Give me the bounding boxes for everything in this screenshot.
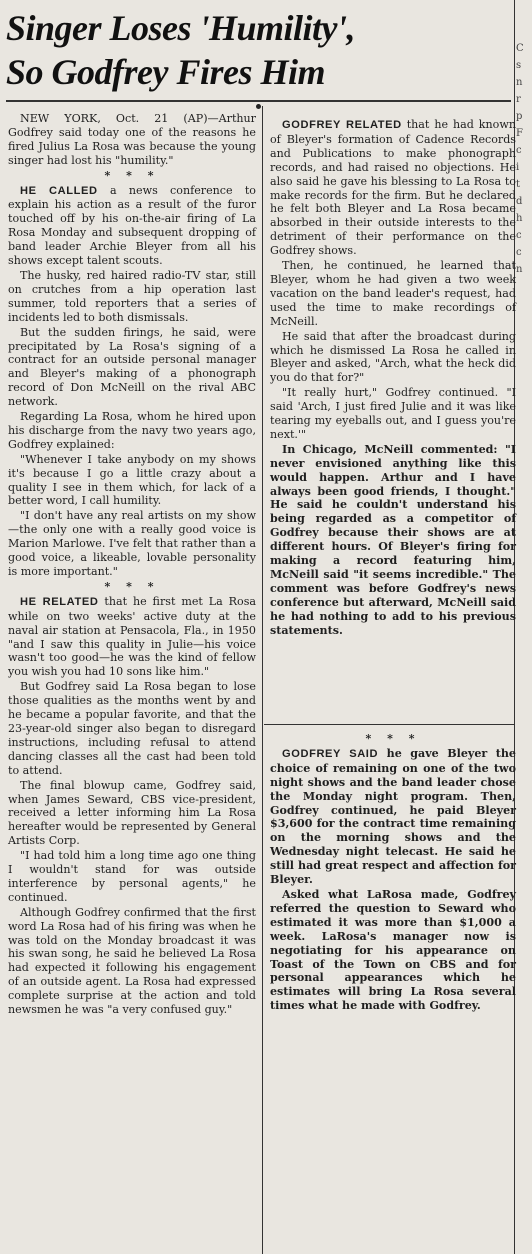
edge-letter: F [516, 128, 523, 139]
lead-in: GODFREY SAID [282, 747, 379, 760]
section-break: * * * [104, 168, 160, 182]
article-column-right-bottom [270, 731, 516, 1014]
paragraph: But the sudden firings, he said, were precipitated by La Rosa's signing of a contract for an outside personal manager and Bleyer's making of a phonograph record of Don McNeill on the rival ABC network. [8, 325, 256, 409]
edge-letter: i [516, 162, 520, 173]
paragraph: GODFREY SAID he gave Bleyer the choice of remaining on one of the two night shows and the band leader chose the Monday night program. Then, Godfrey continued, he paid Bleyer $3,600 for the contract time remaining on the morning shows and the Wednesday night telecast. He said he still had great respect and affection for Bleyer. [270, 746, 516, 887]
paragraph: Although Godfrey confirmed that the first word La Rosa had of his firing was when he was told on the Monday broadcast it was his swan song, he said he believed La Rosa had expected it following his engagement of an outside agent. La Rosa had expressed complete surprise at the action and told newsmen he was "a very confused guy." [8, 905, 256, 1017]
article-column-left [8, 112, 256, 1018]
paragraph: The final blowup came, Godfrey said, when James Seward, CBS vice-president, received a letter informing him La Rosa hereafter would be represented by General Artists Corp. [8, 778, 256, 848]
edge-letter: c [516, 247, 522, 258]
section-rule [264, 724, 514, 725]
edge-letter: r [516, 94, 521, 105]
ink-dot [256, 104, 261, 109]
edge-letter: n [516, 264, 523, 275]
paragraph: But Godfrey said La Rosa began to lose those qualities as the months went by and he became a popular favorite, and that the 23-year-old singer also began to disregard instructions, including refusal to attend dancing classes all the cast had been told to attend. [8, 680, 256, 777]
edge-letter: p [516, 111, 523, 122]
edge-letter: s [516, 60, 522, 71]
paragraph: Asked what LaRosa made, Godfrey referred the question to Seward who estimated it was more than $1,000 a week. LaRosa's manager now is negotiating for his appearance on Toast of the Town on CBS and for personal appearances which he estimates will bring La Rosa several times what he made with Godfrey. [270, 887, 516, 1013]
paragraph: NEW YORK, Oct. 21 (AP)—Arthur Godfrey said today one of the reasons he fired Julius La Rosa was because the young singer had lost his "humility." [8, 112, 256, 167]
lead-in: GODFREY RELATED [282, 119, 402, 131]
lead-in: HE CALLED [20, 184, 98, 197]
paragraph: In Chicago, McNeill commented: "I never envisioned anything like this would happen. Arthur and I have always been good friends, I thought." He said he couldn't understand his being regarded as a competitor of Godfrey because their shows are at different hours. Of Bleyer's firing for making a record featuring him, McNeill said "it seems incredible." The comment was before Godfrey's news conference but afterward, McNeill said he had nothing to add to his previous statements. [270, 442, 516, 637]
edge-letter: C [516, 43, 524, 54]
section-break: * * * [365, 732, 421, 745]
headline [6, 6, 511, 94]
paragraph: He said that after the broadcast during which he dismissed La Rosa he called in Bleyer and asked, "Arch, what the heck did you do that for?" [270, 329, 516, 385]
article-column-right-top [270, 118, 516, 639]
adjacent-column-fragment [516, 40, 530, 278]
paragraph: Then, he continued, he learned that Bleyer, whom he had given a two week vacation on the band leader's request, had used the time to make recordings of McNeill. [270, 259, 516, 328]
edge-letter: c [516, 230, 522, 241]
paragraph: "It really hurt," Godfrey continued. "I said 'Arch, I just fired Julie and it was like tearing my eyeballs out, and I guess you're next.'" [270, 386, 516, 441]
paragraph: HE RELATED that he first met La Rosa while on two weeks' active duty at the naval air station at Pensacola, Fla., in 1950 "and I saw this quality in Julie—his voice wasn't too good—he was the kind of fellow you wish you had 10 sons like him." [8, 594, 257, 679]
edge-letter: t [516, 179, 521, 190]
headline-rule [6, 100, 511, 102]
section-break: * * * [104, 579, 160, 593]
edge-letter: n [516, 77, 523, 88]
edge-letter: c [516, 145, 522, 156]
headline-line-1: Singer Loses 'Humility', [6, 8, 356, 48]
edge-letter: d [516, 196, 523, 207]
headline-line-2: So Godfrey Fires Him [6, 52, 325, 92]
paragraph: "Whenever I take anybody on my shows it's because I go a little crazy about a quality I see in them which, for lack of a better word, I call humility. [8, 452, 256, 508]
paragraph: "I don't have any real artists on my show—the only one with a really good voice is Marion Marlowe. I've felt that rather than a good voice, a likeable, lovable personality is more important." [8, 509, 256, 578]
paragraph: HE CALLED a news conference to explain his action as a result of the furor touched off by his on-the-air firing of La Rosa Monday and subsequent dropping of band leader Archie Bleyer from all his shows except talent scouts. [8, 183, 256, 268]
lead-in: HE RELATED [20, 595, 99, 608]
paragraph: Regarding La Rosa, whom he hired upon his discharge from the navy two years ago, Godfrey explained: [8, 410, 256, 451]
paragraph: GODFREY RELATED that he had known of Bleyer's formation of Cadence Records and Publications to make phonograph records, and had raised no objections. He also said he gave his blessing to La Rosa to make records for the firm. But he declared he felt both Bleyer and La Rosa became absorbed in their outside interests to the detriment of their performance on the Godfrey shows. [270, 118, 516, 258]
paragraph: "I had told him a long time ago one thing I wouldn't stand for was outside interference by personal agents," he continued. [8, 849, 256, 904]
column-divider-left [262, 106, 263, 1254]
paragraph: The husky, red haired radio-TV star, still on crutches from a hip operation last summer, told reporters that a series of incidents led to both dismissals. [8, 268, 256, 324]
dateline: NEW YORK, Oct. 21 (AP)— [20, 112, 219, 125]
edge-letter: h [516, 213, 523, 224]
